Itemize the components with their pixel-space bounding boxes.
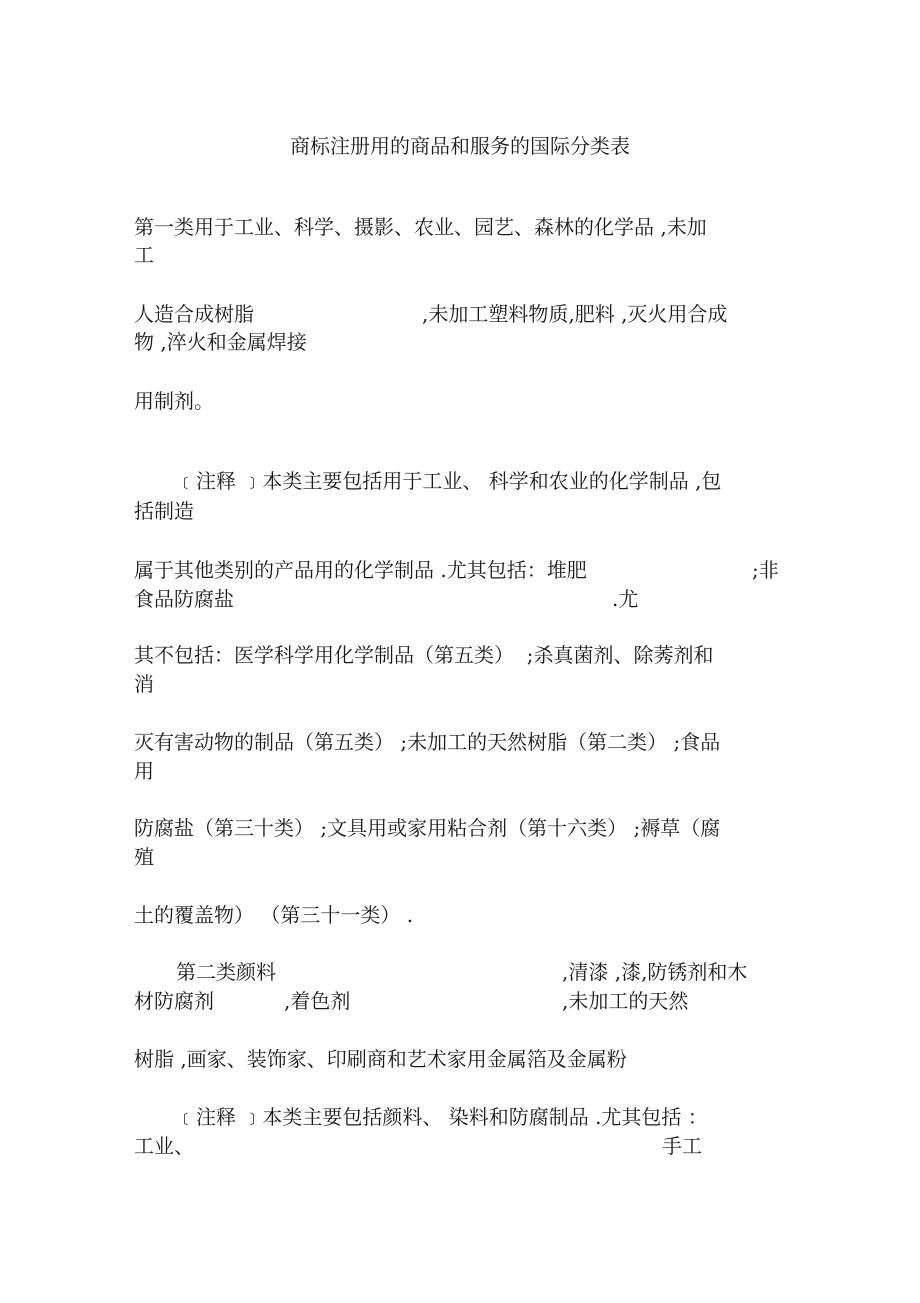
text-line-3 <box>134 300 794 328</box>
text-line-17-part-2: ,清漆 ,漆,防锈剂和木 <box>562 960 748 984</box>
text-line-9-part-1: 食品防腐盐 <box>134 587 234 611</box>
text-line-8-part-1: 属于其他类别的产品用的化学制品 .尤其包括：堆肥 <box>134 558 587 582</box>
text-line-17-part-1: 第二类颜料 <box>176 960 276 984</box>
text-line-15: 殖 <box>134 845 154 869</box>
text-line-21 <box>134 1132 794 1160</box>
text-line-12: 灭有害动物的制品（第五类） ;未加工的天然树脂（第二类） ;食品 <box>134 730 721 754</box>
text-line-21-part-2: 手工 <box>662 1134 702 1158</box>
text-line-19: 树脂 ,画家、装饰家、印刷商和艺术家用金属箔及金属粉 <box>134 1047 627 1071</box>
text-line-18-part-2: ,着色剂 <box>284 989 351 1013</box>
page-title: 商标注册用的商品和服务的国际分类表 <box>290 134 630 158</box>
text-line-18-part-3: ,未加工的天然 <box>562 989 689 1013</box>
text-line-17 <box>176 958 794 986</box>
text-line-3-part-2: ,未加工塑料物质,肥料 ,灭火用合成 <box>422 302 728 326</box>
text-line-6: ﹝注释 ﹞本类主要包括用于工业、 科学和农业的化学制品 ,包 <box>176 469 722 493</box>
text-line-2: 工 <box>134 243 154 267</box>
text-line-21-part-1: 工业、 <box>134 1134 194 1158</box>
text-line-7: 括制造 <box>134 499 194 523</box>
text-line-13: 用 <box>134 759 154 783</box>
text-line-8 <box>134 556 794 584</box>
text-line-10: 其不包括：医学科学用化学制品（第五类） ;杀真菌剂、除莠剂和 <box>134 643 714 667</box>
text-line-20: ﹝注释 ﹞本类主要包括颜料、 染料和防腐制品 .尤其包括 ： <box>176 1105 708 1129</box>
text-line-9-part-2: .尤 <box>612 587 639 611</box>
text-line-14: 防腐盐（第三十类） ;文具用或家用粘合剂（第十六类） ;褥草（腐 <box>134 816 721 840</box>
text-line-16: 土的覆盖物） （第三十一类） . <box>134 903 414 927</box>
text-line-8-part-2: ;非 <box>752 558 779 582</box>
text-line-3-part-1: 人造合成树脂 <box>134 302 254 326</box>
text-line-1: 第一类用于工业、科学、摄影、农业、园艺、森林的化学品 ,未加 <box>134 215 707 239</box>
text-line-9 <box>134 585 794 613</box>
text-line-11: 消 <box>134 672 154 696</box>
text-line-4: 物 ,淬火和金属焊接 <box>134 330 307 354</box>
text-line-18 <box>134 987 794 1015</box>
text-line-18-part-1: 材防腐剂 <box>134 989 214 1013</box>
text-line-5: 用制剂。 <box>134 389 214 413</box>
